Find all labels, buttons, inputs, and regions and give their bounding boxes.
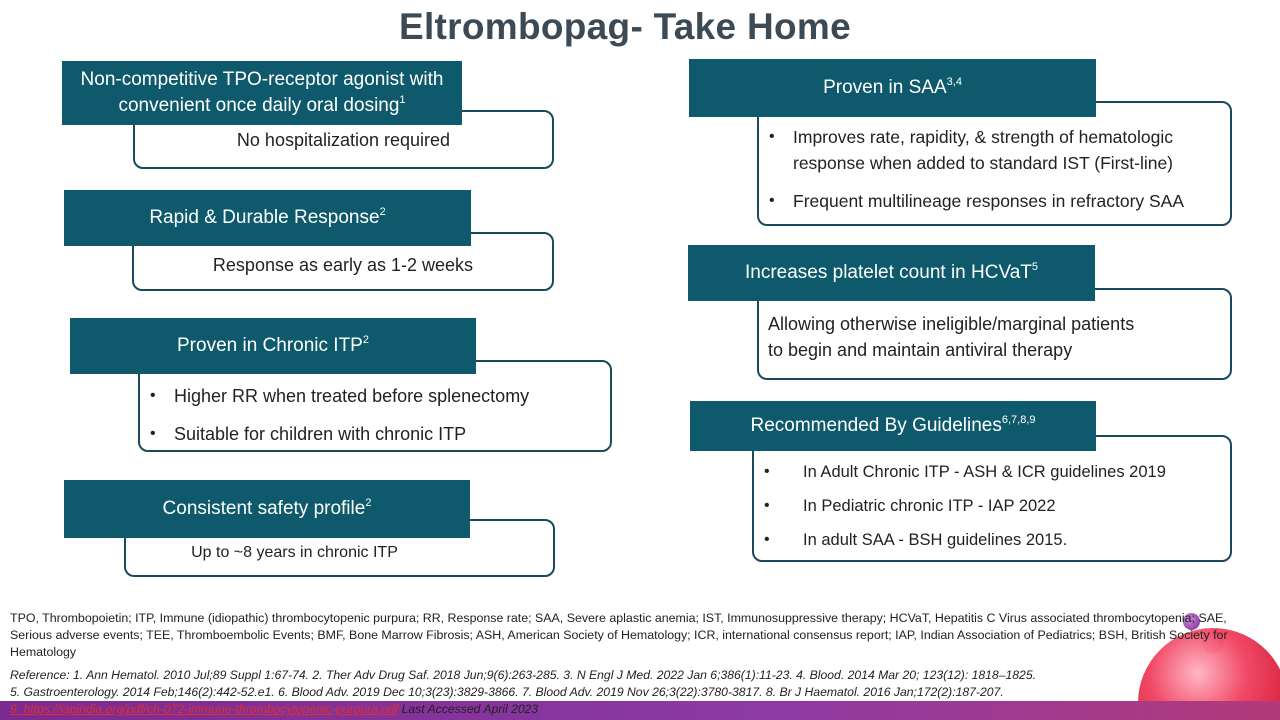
reference-line: Reference: 1. Ann Hematol. 2010 Jul;89 Suppl 1:67-74. 2. Ther Adv Drug Saf. 2018 Jun;9(6):263-285. 3. N Engl J Med. 2022 Jan 6;386(1):11-23. 4. Blood. 2014 Mar 20; 123(12): 1818–1825. bbox=[10, 668, 1036, 682]
bullet-item: • In adult SAA - BSH guidelines 2015. bbox=[754, 527, 1230, 553]
right-card2-body-line1: Allowing otherwise ineligible/marginal patients bbox=[768, 314, 1135, 334]
bullet-item: • In Pediatric chronic ITP - IAP 2022 bbox=[754, 493, 1230, 519]
left-card1-body: No hospitalization required bbox=[236, 130, 451, 150]
right-card3-header: Recommended By Guidelines$^{6,7,8,9}$ bbox=[690, 401, 1096, 451]
left-card3-header: Proven in Chronic ITP$^2$ bbox=[70, 318, 476, 374]
references bbox=[10, 667, 1160, 718]
bullet-item: • Higher RR when treated before splenectomy bbox=[140, 383, 610, 409]
bullet-item: • Suitable for children with chronic ITP bbox=[140, 421, 610, 447]
left-card4-body: Up to ~8 years in chronic ITP bbox=[191, 544, 398, 561]
last-accessed: Last Accessed April 2023 bbox=[401, 702, 539, 716]
right-card2-body-line2: to begin and maintain antiviral therapy bbox=[768, 340, 1073, 360]
left-card4-header: Consistent safety profile$^2$ bbox=[64, 480, 470, 538]
right-card2-box bbox=[757, 288, 1232, 380]
slide-title: Eltrombopag- Take Home bbox=[398, 6, 852, 47]
right-card1-box bbox=[757, 101, 1232, 226]
right-card2-header: Increases platelet count in HCVaT$^5$ bbox=[688, 245, 1095, 301]
reference-link[interactable]: 9. https://iapindia.org/pdf/ch-072-immune-thrombocytopenic-purpura.pdf bbox=[10, 702, 399, 716]
abbreviations: TPO, Thrombopoietin; ITP, Immune (idiopathic) thrombocytopenic purpura; RR, Response rate; SAA, Severe aplastic anemia; IST, Immunosuppressive therapy; HCVaT, Hepatitis C Virus associated thrombocytopenia; SAE, Serious adverse events; TEE, Thromboembolic Events; BMF, Bone Marrow Fibrosis; ASH, American Society of Hematology; ICR, international consensus report; IAP, Indian Association of Pediatrics; BSH, British Society for Hematology bbox=[10, 611, 1228, 659]
left-card2-header: Rapid & Durable Response$^2$ bbox=[64, 190, 471, 246]
reference-line bbox=[10, 701, 1160, 718]
bullet-item: • In Adult Chronic ITP - ASH & ICR guidelines 2019 bbox=[754, 459, 1230, 485]
right-card3-box bbox=[752, 435, 1232, 562]
left-card2-body: Response as early as 1-2 weeks bbox=[212, 255, 474, 275]
bullet-item: • Frequent multilineage responses in refractory SAA bbox=[759, 188, 1230, 214]
left-card1-header bbox=[62, 61, 462, 125]
right-card3-bullets bbox=[754, 459, 1230, 553]
right-card1-header: Proven in SAA$^{3,4}$ bbox=[689, 59, 1096, 117]
reference-line: 5. Gastroenterology. 2014 Feb;146(2):442-52.e1. 6. Blood Adv. 2019 Dec 10;3(23):3829-3866. 7. Blood Adv. 2019 Nov 26;3(22):3780-3817. 8. Br J Haematol. 2016 Jan;172(2):187-207. bbox=[10, 685, 1004, 699]
bullet-item: • Improves rate, rapidity, & strength of hematologic response when added to standard IST (First-line) bbox=[759, 124, 1230, 176]
left-card1-header-line1: Non-competitive TPO-receptor agonist with bbox=[80, 69, 444, 90]
left-card1-header-line2: convenient once daily oral dosing$^1$ bbox=[118, 94, 406, 116]
right-card1-bullets bbox=[759, 124, 1230, 214]
left-card3-bullets bbox=[140, 383, 610, 447]
